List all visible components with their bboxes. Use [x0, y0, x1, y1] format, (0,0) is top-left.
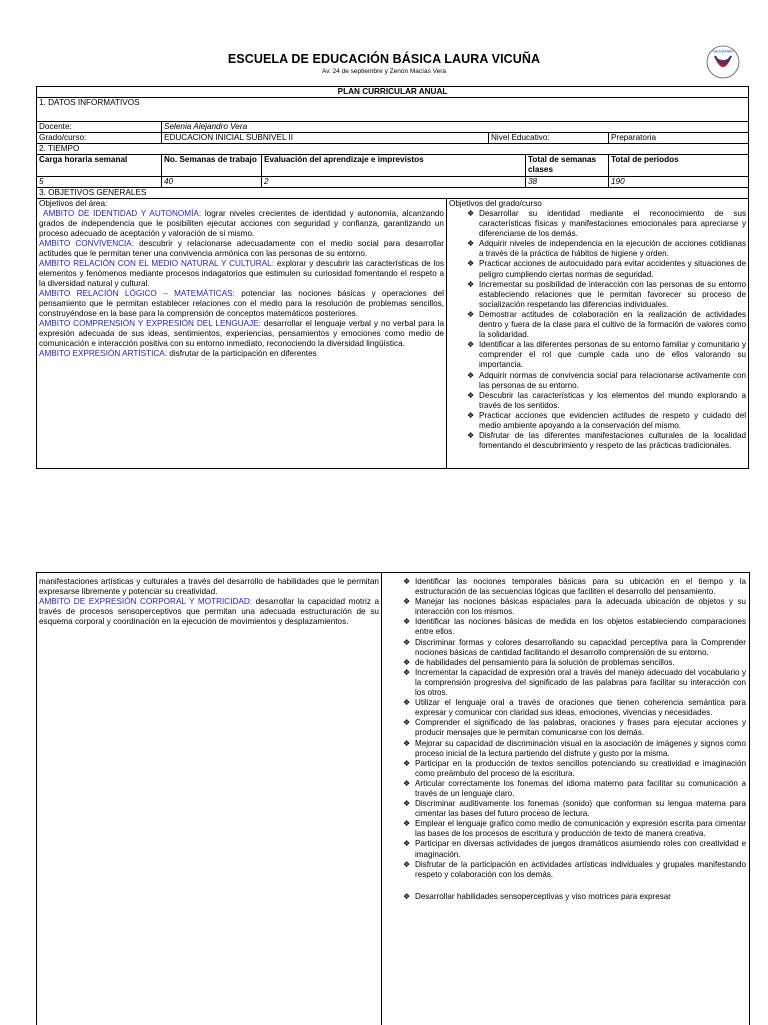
grado-objective-text: de habilidades del pensamiento para la solución de problemas sencillos. — [415, 657, 675, 667]
tiempo-header-semanas: No. Semanas de trabajo — [162, 155, 262, 177]
grado-objective-text: Discriminar formas y colores desarrollando su capacidad perceptiva para la Comprender nociones básicas de cantidad facilitando el desarrollo comprensión de su entorno. — [415, 637, 746, 657]
grado-objective-item — [449, 310, 746, 340]
ambito-text: lograr niveles crecientes de identidad y autonomía, alcanzando grados de independencia que le posibiliten ejecutar acciones con seguridad y confianza, garantizando un proceso adecuado de aceptación y valoración de sí mismo. — [39, 209, 444, 238]
grado-objective-item — [385, 799, 746, 819]
grado-objective-item — [385, 597, 746, 617]
school-name: ESCUELA DE EDUCACIÓN BÁSICA LAURA VICUÑA — [227, 52, 541, 66]
area-objective-paragraph — [39, 209, 444, 239]
grado-objective-item — [449, 209, 746, 239]
logo-text: SALESIANAS — [712, 49, 734, 54]
grado-objective-text: Disfrutar de las diferentes manifestaciones culturales de la localidad fomentando el descubrimiento y respeto de las prácticas tradicionales. — [479, 431, 747, 451]
grado-objective-text: Practicar acciones que evidencien actitudes de respeto y cuidado del medio ambiente apoyando a la conservación del mismo. — [479, 410, 747, 430]
objetivos-area-list — [39, 209, 444, 359]
diamond-bullet-icon: ❖ — [403, 891, 411, 901]
plan-table — [36, 86, 749, 469]
grado-objective-item — [449, 391, 746, 411]
grado-objective-item — [385, 658, 746, 668]
diamond-bullet-icon: ❖ — [403, 667, 411, 677]
diamond-bullet-icon: ❖ — [467, 340, 475, 350]
section-objetivos: 3. OBJETIVOS GENERALES — [37, 188, 749, 199]
grado-objective-text: Demostrar actitudes de colaboración en la realización de actividades dentro y fuera de la clase para el cultivo de la formación de valores como la solidaridad. — [479, 309, 747, 340]
objetivos-grado-list — [449, 209, 746, 451]
area-objective-paragraph — [39, 289, 444, 319]
section-tiempo: 2. TIEMPO — [37, 144, 749, 155]
nivel-label: Nivel Educativo: — [489, 133, 609, 144]
ambito-heading: AMBITO COMPRENSIÓN Y EXPRESIÓN DEL LENGUAJE: — [39, 319, 261, 328]
grado-objective-text: Emplear el lenguaje grafico como medio de comunicación y expresión escrita para cimentar las bases de los procesos de escritura y producción de texto de manera creativa. — [415, 819, 746, 839]
grado-objective-text: Desarrollar habilidades sensoperceptivas y viso motrices para expresar — [415, 891, 671, 901]
grado-objective-text: Incrementar su posibilidad de interacción con las personas de su entorno estableciendo relaciones que le permitan favorecer su proceso de socialización respetando las diferencias individuales. — [479, 279, 747, 309]
diamond-bullet-icon: ❖ — [467, 259, 475, 269]
diamond-bullet-icon: ❖ — [467, 209, 475, 218]
diamond-bullet-icon: ❖ — [403, 778, 411, 788]
grado-objective-item — [385, 668, 746, 698]
school-address: Av. 24 de septiembre y Zenón Macías Vera — [321, 68, 447, 75]
grado-objective-item — [385, 698, 746, 718]
ambito-text: desarrollar la capacidad motriz a través de procesos sensoperceptivos que permitan una adecuada estructuración de su esquema corporal y coordinación en la ejecución de movimientos y desplazamientos. — [39, 597, 380, 627]
tiempo-value-total-semanas: 38 — [526, 177, 609, 188]
nivel-value: Preparatoria — [609, 133, 749, 144]
grado-objective-text: Participar en diversas actividades de juegos dramáticos asumiendo roles con creatividad e imaginación. — [415, 839, 746, 859]
grado-objective-text: Adquirir normas de convivencia social para relacionarse activamente con las personas de su entorno. — [479, 370, 747, 390]
ambito-text: descubrir y relacionarse adecuadamente con el medio social para desarrollar actitudes que le permitan tener una convivencia armónica con las personas de su entorno. — [39, 239, 444, 258]
grado-objective-item — [385, 839, 746, 859]
diamond-bullet-icon: ❖ — [403, 657, 411, 667]
grado-objective-item — [449, 340, 746, 370]
grado-objective-item — [385, 819, 746, 839]
diamond-bullet-icon: ❖ — [467, 279, 475, 289]
tiempo-value-evaluacion: 2 — [262, 177, 526, 188]
grado-label: Grado/curso: — [37, 133, 162, 144]
grado-objective-text: Incrementar la capacidad de expresión oral a través del manejo adecuado del vocabulario y la comprensión progresiva del significado de las palabras para facilitar su interacción con los otros. — [415, 667, 746, 698]
ambito-heading: AMBITO RELACIÓN CON EL MEDIO NATURAL Y CULTURAL: — [39, 259, 275, 268]
grado-objective-item — [385, 860, 746, 880]
grado-objective-item — [449, 411, 746, 431]
area-objective-paragraph — [39, 319, 444, 349]
docente-label: Docente: — [37, 122, 162, 133]
diamond-bullet-icon: ❖ — [467, 370, 475, 380]
objetivos-area-continuation — [37, 573, 382, 1025]
grado-objective-text: Desarrollar su identidad mediante el reconocimiento de sus características físicas y manifestaciones emocionales para apreciarse y diferenciarse de los demás. — [479, 209, 747, 239]
grado-objective-item — [385, 638, 746, 658]
grado-objective-text: Articular correctamente los fonemas del idioma materno para facilitar su comunicación a través de un lenguaje claro. — [415, 778, 746, 798]
diamond-bullet-icon: ❖ — [403, 617, 411, 627]
grado-objective-item — [449, 371, 746, 391]
ambito-text: disfrutar de la participación en diferentes — [167, 349, 317, 358]
tiempo-value-carga: 5 — [37, 177, 162, 188]
grado-objective-item — [385, 739, 746, 759]
ambito-heading: AMBITO CONVIVENCIA: — [39, 239, 135, 248]
ambito-heading: AMBITO EXPRESIÓN ARTÍSTICA: — [39, 349, 167, 358]
area-objective-paragraph — [39, 239, 444, 259]
section-datos: 1. DATOS INFORMATIVOS — [37, 98, 749, 122]
grado-objective-text: Mejorar su capacidad de discriminación visual en la asociación de imágenes y signos como proceso inicial de la lectura partiendo del disfrute y gusto por la misma. — [415, 738, 746, 758]
tiempo-header-total-semanas: Total de semanas clases — [526, 155, 609, 177]
page-one — [0, 0, 768, 492]
tiempo-value-semanas: 40 — [162, 177, 262, 188]
grado-objective-item — [449, 239, 746, 259]
grado-objective-item — [449, 280, 746, 310]
tiempo-header-total-periodos: Total de periodos — [609, 155, 749, 177]
ambito-text: potenciar las nociones básicas y operaciones del pensamiento que le permitan establecer relaciones con el medio para la resolución de problemas sencillos, construyéndose en la base para la comprensión de conceptos matemáticos posteriores. — [39, 289, 444, 318]
ambito-heading: AMBITO DE IDENTIDAD Y AUTONOMÍA: — [43, 209, 202, 218]
ambito-heading: AMBITO DE EXPRESIÓN CORPORAL Y MOTRICIDAD: — [39, 597, 253, 607]
tiempo-header-evaluacion: Evaluación del aprendizaje e imprevistos — [262, 155, 526, 177]
docente-value: Selenia Alejandro Vera — [162, 122, 749, 133]
grado-objective-item — [385, 577, 746, 597]
diamond-bullet-icon: ❖ — [403, 819, 411, 829]
diamond-bullet-icon: ❖ — [403, 859, 411, 869]
grado-objective-text: Descubrir las características y los elementos del mundo explorando a través de los sentidos. — [479, 390, 747, 410]
grado-objective-item — [449, 431, 746, 451]
plan-title: PLAN CURRICULAR ANUAL — [37, 87, 749, 98]
objetivos-area-cell — [37, 199, 447, 469]
grado-objective-text: Identificar a las diferentes personas de su entorno familiar y comunitario y comprender el rol que cumple cada uno de ellos valorando su importancia. — [479, 340, 747, 370]
objetivos-grado-list-continued — [385, 577, 746, 902]
tiempo-header-carga: Carga horaria semanal — [37, 155, 162, 177]
diamond-bullet-icon: ❖ — [403, 637, 411, 647]
diamond-bullet-icon: ❖ — [403, 597, 411, 607]
grado-objective-item — [385, 617, 746, 637]
objetivos-area-label: Objetivos del área: — [39, 199, 108, 208]
objetivos-grado-label: Objetivos del grado/curso — [449, 199, 542, 208]
diamond-bullet-icon: ❖ — [467, 309, 475, 319]
diamond-bullet-icon: ❖ — [467, 239, 475, 249]
diamond-bullet-icon: ❖ — [403, 577, 411, 586]
grado-objective-text: Comprender el significado de las palabras, oraciones y frases para ejecutar acciones y producir mensajes que le permitan comunicarse con los demás. — [415, 718, 746, 738]
diamond-bullet-icon: ❖ — [403, 839, 411, 849]
ambito-text: explorar y descubrir las características de los elementos y fenómenos mediante procesos indagatorios que estimulen su curiosidad fomentando el respeto a la diversidad natural y cultural. — [39, 259, 444, 288]
grado-objective-item — [385, 892, 746, 902]
grado-objective-text: Identificar las nociones temporales básicas para su ubicación en el tiempo y la estructuración de las secuencias lógicas que faciliten el desarrollo del pensamiento. — [415, 577, 746, 597]
grado-value: EDUCACION INICIAL SUBNIVEL II — [162, 133, 489, 144]
diamond-bullet-icon: ❖ — [467, 410, 475, 420]
grado-objective-item — [385, 779, 746, 799]
area-cont-paragraph: manifestaciones artísticas y culturales a través del desarrollo de habilidades que le permitan expresarse libremente y potenciar su creatividad. — [39, 577, 379, 597]
objetivos-continuation-table — [36, 572, 750, 1025]
area-objective-paragraph — [39, 349, 444, 359]
grado-objective-item — [449, 259, 746, 279]
ambito-heading: AMBITO RELACIÓN LÓGICO – MATEMÁTICAS: — [39, 289, 235, 298]
diamond-bullet-icon: ❖ — [403, 758, 411, 768]
diamond-bullet-icon: ❖ — [467, 431, 475, 441]
diamond-bullet-icon: ❖ — [467, 390, 475, 400]
ambito-text: desarrollar el lenguaje verbal y no verbal para la expresión adecuada de sus ideas, sentimientos, experiencias, pensamientos y emociones como medio de comunicación e interacción positiva con su entorno inmediato, reconociendo la diversidad lingüística. — [39, 319, 444, 348]
diamond-bullet-icon: ❖ — [403, 698, 411, 708]
objetivos-grado-continuation — [383, 573, 749, 1025]
grado-objective-text: Practicar acciones de autocuidado para evitar accidentes y situaciones de peligro cumpliendo ciertas normas de seguridad. — [479, 259, 747, 279]
grado-objective-text: Participar en la producción de textos sencillos potenciando su creatividad e imaginación como preámbulo del proceso de la escritura. — [415, 758, 746, 778]
grado-objective-text: Identificar las nociones básicas de medida en los objetos estableciendo comparaciones entre ellos. — [415, 617, 746, 637]
area-objective-paragraph — [39, 259, 444, 289]
tiempo-value-total-periodos: 190 — [609, 177, 749, 188]
diamond-bullet-icon: ❖ — [403, 799, 411, 809]
grado-objective-item — [385, 718, 746, 738]
diamond-bullet-icon: ❖ — [403, 718, 411, 728]
grado-objective-item — [385, 759, 746, 779]
grado-objective-text: Adquirir niveles de independencia en la ejecución de acciones cotidianas a través de la práctica de hábitos de higiene y orden. — [479, 239, 747, 259]
grado-objective-text: Discriminar auditivamente los fonemas (sonido) que conforman su lengua materna para cimentar las bases del futuro proceso de lectura. — [415, 799, 746, 819]
area-paragraph-motricidad — [39, 597, 379, 627]
grado-objective-text: Disfrutar de la participación en actividades artísticas individuales y grupales manifestando respeto y colaboración con los demás. — [415, 859, 746, 879]
grado-objective-text: Manejar las nociones básicas espaciales para la adecuada ubicación de objetos y su interacción con los mismos. — [415, 597, 746, 617]
grado-objective-text: Utilizar el lenguaje oral a través de oraciones que tienen coherencia semántica para expresar y comunicar con claridad sus ideas, emociones, vivencias y necesidades. — [415, 698, 746, 718]
diamond-bullet-icon: ❖ — [403, 738, 411, 748]
objetivos-grado-cell — [447, 199, 749, 469]
